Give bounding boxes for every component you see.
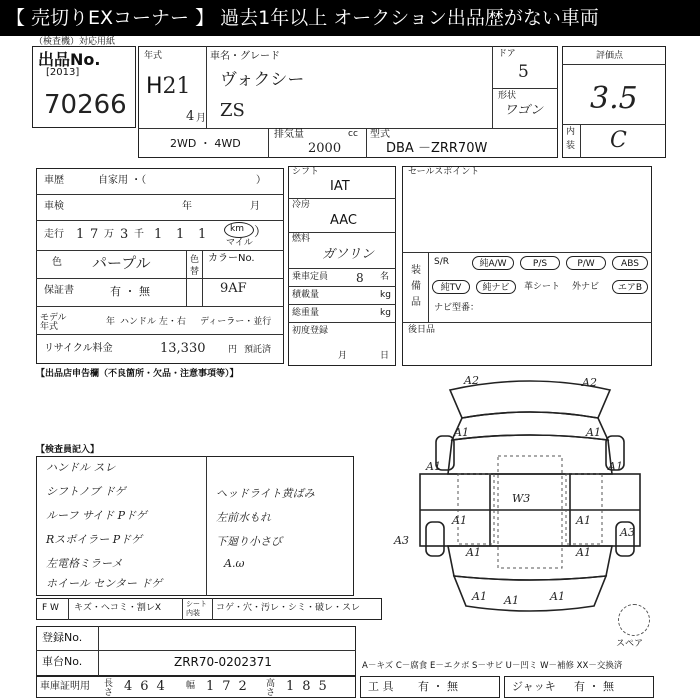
color-label: 色	[52, 257, 62, 268]
equipment-label-2: 備	[411, 281, 421, 292]
type-value: DBA －ZRR70W	[386, 141, 488, 156]
recycle-unit: 円	[228, 345, 238, 355]
interior-label-1: 内	[566, 127, 576, 137]
mark-roof: W3	[512, 492, 531, 505]
mark-door-rl: A1	[452, 514, 467, 527]
jack-label: ジャッキ	[512, 680, 556, 693]
capacity-value: 8	[356, 271, 364, 285]
inspection-month: 月	[250, 201, 260, 212]
equipment-label-1: 装	[411, 265, 421, 276]
mark-rear-left: A1	[472, 590, 487, 603]
model-label: 車名・グレード	[210, 51, 280, 62]
inspection-year: 年	[182, 201, 192, 212]
mark-door-fr: A1	[608, 460, 623, 473]
mileage-digit-1: 1	[76, 227, 85, 242]
certificate-hei-value: 185	[286, 679, 335, 694]
equip-item-navi: 純ナビ	[476, 280, 516, 294]
certificate-len-label: 長さ	[104, 679, 114, 698]
shift-value: IAT	[330, 179, 350, 194]
exam-left-1: ハンドル スレ	[46, 461, 116, 474]
capacity-label: 乗車定員	[292, 272, 329, 282]
mileage-digit-4: 1	[154, 227, 163, 242]
exam-left-2: シフトノブ ドゲ	[46, 485, 126, 498]
notice-label: 【出品店申告欄（不良箇所・欠品・注意事項等）】	[36, 369, 239, 379]
mileage-digit-5: 1	[176, 227, 185, 242]
type-label: 型式	[370, 129, 390, 140]
shape-label: 形状	[498, 91, 517, 101]
certificate-hei-label: 高さ	[266, 679, 276, 698]
damage-key-seat: シート内装	[186, 600, 207, 617]
equip-item-ps: P/S	[520, 256, 560, 270]
interior-value: C	[610, 128, 627, 153]
shape-value: ワゴン	[504, 103, 544, 118]
capacity-unit: 名	[380, 272, 390, 282]
year-label: 年式	[144, 51, 163, 61]
mileage-digit-3: 3	[120, 227, 129, 242]
exam-left-3: ルーフ サイド Pドゲ	[46, 509, 147, 522]
recycle-value: 13,330	[160, 341, 206, 356]
mileage-digit-2: 7	[90, 227, 99, 242]
shift-label: シフト	[292, 167, 320, 177]
model-year-label: モデル年式	[40, 313, 67, 332]
displacement-unit: cc	[348, 129, 358, 139]
mark-side-right: A3	[620, 526, 635, 539]
inspection-label: 車検	[44, 201, 64, 212]
equip-item-leather: 革シート	[524, 282, 561, 292]
history-close: ）	[256, 175, 266, 186]
exam-left-6: ホイール センター ドゲ	[46, 577, 163, 590]
after-label: 後日品	[408, 325, 436, 335]
recycle-note: 預託済	[244, 345, 272, 355]
gross-unit: kg	[380, 308, 391, 318]
equip-item-tv: 純TV	[432, 280, 470, 294]
mark-front-left: A2	[464, 374, 479, 387]
car-damage-diagram	[380, 370, 680, 626]
tools-label: 工 具	[368, 680, 394, 693]
damage-key-fw: F W	[42, 603, 59, 613]
equip-item-pw: P/W	[566, 256, 606, 270]
exam-right-1: ヘッドライト黄ばみ	[216, 487, 315, 500]
sales-point-label: セールスポイント	[408, 167, 480, 177]
mark-rear-right: A1	[550, 590, 565, 603]
spec-column	[288, 166, 396, 366]
mark-side-left: A3	[394, 534, 409, 547]
mileage-close: ）	[254, 225, 268, 240]
mark-quarter-left: A1	[466, 546, 481, 559]
drive-options: 2WD ・ 4WD	[170, 137, 241, 150]
mark-fender-left: A1	[454, 426, 469, 439]
chassis-label: 車台No.	[42, 655, 83, 668]
mark-quarter-right: A1	[576, 546, 591, 559]
mileage-sen: 千	[134, 229, 144, 240]
year-month: 4	[186, 109, 195, 124]
damage-key-seat-items: コゲ・穴・汚レ・シミ・破レ・スレ	[216, 603, 361, 613]
mark-door-fl: A1	[426, 460, 441, 473]
color-change-label: 色替	[190, 255, 200, 277]
fuel-label: 燃料	[292, 234, 311, 244]
model-year-handle: ハンドル 左・右	[120, 317, 186, 327]
displacement-label: 排気量	[274, 129, 304, 140]
ac-label: 冷房	[292, 200, 311, 210]
fuel-value: ガソリン	[322, 247, 375, 262]
displacement-value: 2000	[308, 141, 342, 156]
lot-number: 70266	[44, 90, 127, 120]
load-unit: kg	[380, 290, 391, 300]
mark-front-right: A2	[582, 376, 597, 389]
model-year-dealer: ディーラー・並行	[200, 317, 272, 327]
first-reg-day: 日	[380, 351, 390, 361]
mileage-digit-6: 1	[198, 227, 207, 242]
exam-right-3: 下廻り小さび	[216, 535, 282, 548]
exam-left-5: 左電格ミラーメ	[46, 557, 123, 570]
damage-legend: A－キズ C－腐食 E－エクボ S－サビ U－凹ミ W－補修 XX－交換済	[362, 661, 623, 671]
score-value: 3.5	[590, 81, 638, 116]
color-value: パープル	[92, 254, 151, 272]
first-reg-label: 初度登録	[292, 326, 329, 336]
year-era: H21	[146, 74, 191, 99]
certificate-len-value: 464	[124, 679, 173, 694]
mark-rear-center: A1	[504, 594, 519, 607]
warranty-value: 有 ・ 無	[110, 285, 150, 298]
mileage-km: km	[230, 224, 244, 234]
equip-item-aw: 純A/W	[472, 256, 514, 270]
gross-label: 総重量	[292, 308, 320, 318]
equip-item-abs: ABS	[612, 256, 648, 270]
warranty-label: 保証書	[44, 285, 74, 296]
ac-value: AAC	[330, 213, 357, 228]
mark-fender-right: A1	[586, 426, 601, 439]
reg-label: 登録No.	[42, 631, 83, 644]
damage-key-items: キズ・ヘコミ・割レX	[74, 603, 161, 613]
navi-model: ナビ型番：	[434, 303, 480, 313]
history-label: 車歴	[44, 175, 64, 186]
chassis-value: ZRR70-0202371	[174, 655, 272, 669]
sheet-subtitle: （検査機）対応用紙	[34, 37, 116, 47]
lot-year-tag: [2013]	[46, 67, 80, 78]
year-month-unit: 月	[196, 113, 206, 124]
equip-item-airbag: エアB	[612, 280, 648, 294]
equip-item-sr: S/R	[434, 257, 449, 267]
exam-label: 【検査員記入】	[36, 445, 100, 455]
exam-right-2: 左前水もれ	[216, 511, 271, 524]
history-value: 自家用 ・（	[98, 175, 147, 186]
model-grade: ZS	[220, 100, 245, 121]
mileage-man: 万	[104, 229, 114, 240]
equip-item-ext-navi: 外ナビ	[572, 282, 600, 292]
exam-left-4: Rスポイラー Pドゲ	[46, 533, 142, 546]
exam-right-4: A.ω	[224, 557, 245, 570]
tools-value: 有 ・ 無	[418, 680, 458, 693]
lot-label: 出品No.	[38, 50, 101, 69]
exam-notes-box	[36, 456, 354, 596]
color-code-label: カラーNo.	[208, 253, 255, 264]
score-label: 評価点	[596, 51, 624, 61]
interior-label-2: 装	[566, 141, 576, 151]
model-year-year: 年	[106, 317, 116, 327]
doors-label: ドア	[498, 49, 516, 59]
doors-value: 5	[518, 62, 529, 82]
mileage-mile: マイル	[226, 238, 253, 248]
load-label: 積載量	[292, 290, 320, 300]
equipment-label-3: 品	[411, 297, 421, 308]
header-banner: 【 売切りEXコーナー 】 過去1年以上 オークション出品歴がない車両	[0, 0, 700, 36]
mark-door-rr: A1	[576, 514, 591, 527]
certificate-wid-value: 172	[206, 679, 255, 694]
damage-marks	[393, 374, 635, 607]
spare-label: スペア	[616, 639, 644, 649]
certificate-label: 車庫証明用	[40, 681, 90, 692]
model-name: ヴォクシー	[220, 70, 305, 90]
recycle-label: リサイクル料金	[44, 343, 113, 354]
jack-value: 有 ・ 無	[574, 680, 614, 693]
first-reg-month: 月	[338, 351, 348, 361]
color-code: 9AF	[220, 281, 247, 296]
mileage-label: 走行	[44, 229, 64, 240]
certificate-wid-label: 幅	[186, 681, 196, 691]
